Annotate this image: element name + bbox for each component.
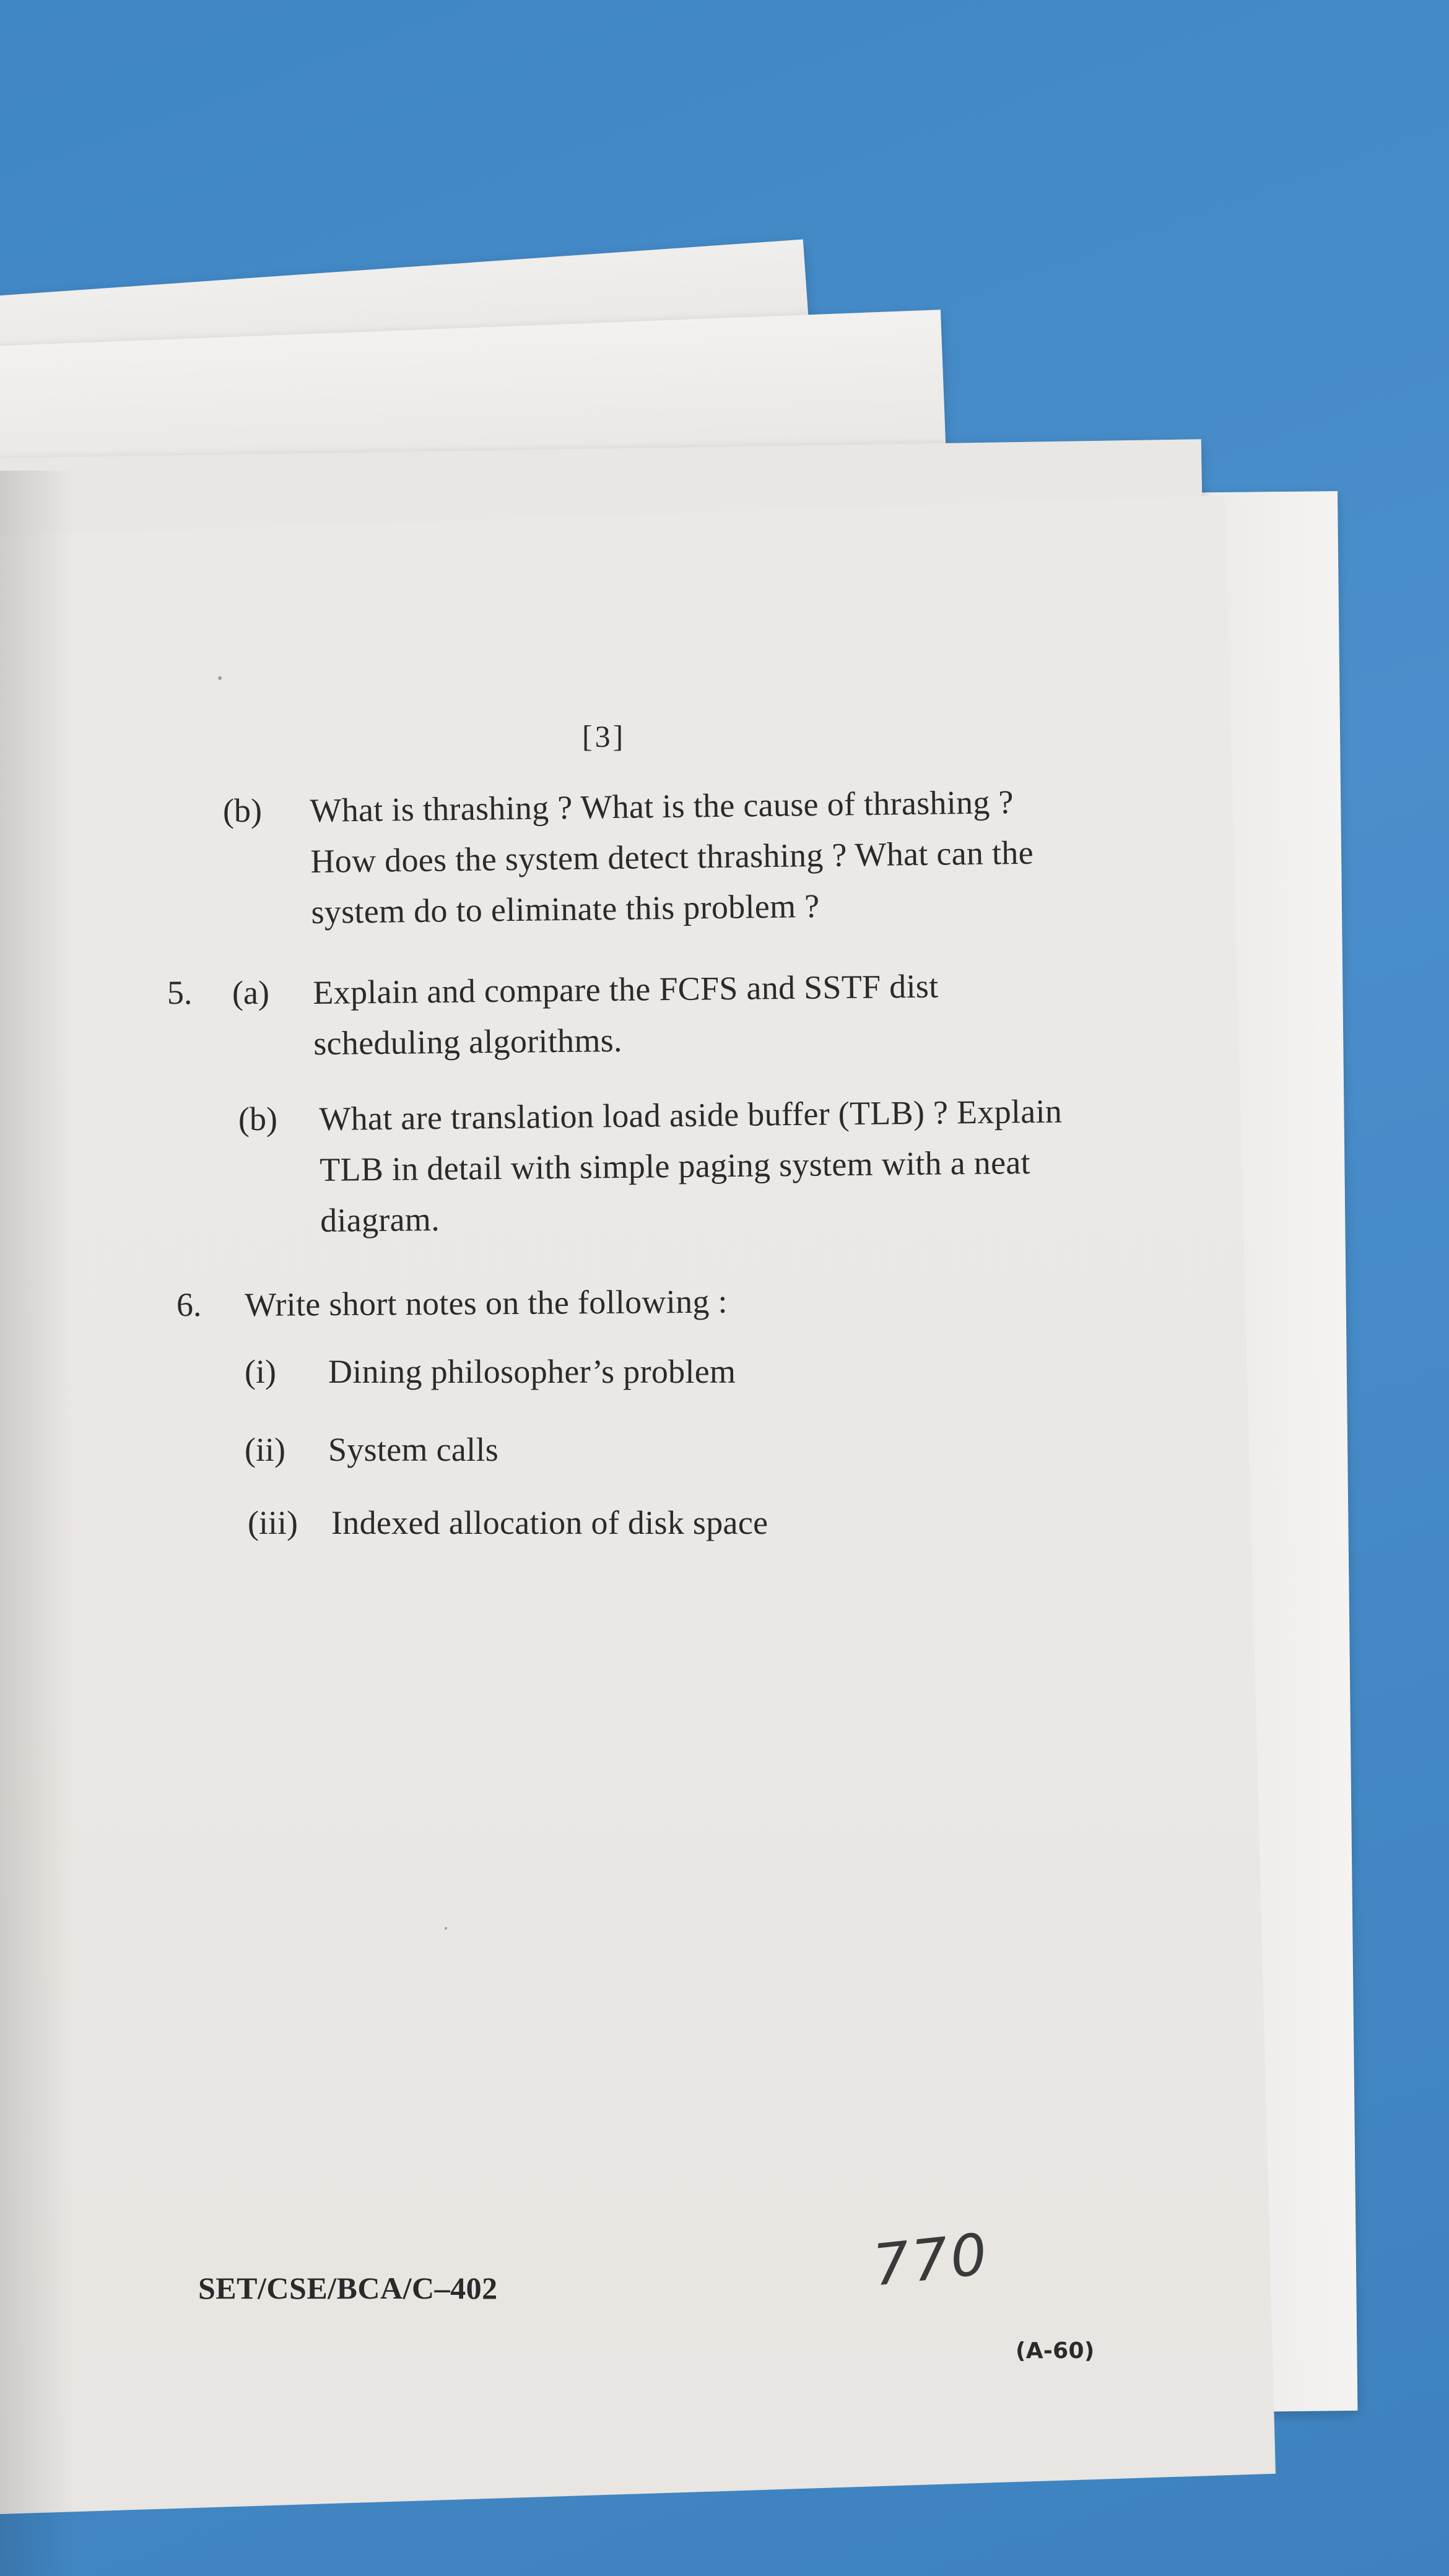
question-5a-label: (a) (232, 974, 269, 1011)
question-5b-label: (b) (238, 1100, 277, 1138)
paper-code: SET/CSE/BCA/C–402 (198, 2271, 498, 2305)
question-6-item-text: Indexed allocation of disk space (331, 1504, 768, 1541)
page-number: [3] (582, 719, 626, 754)
question-4b-label: (b) (223, 792, 262, 829)
question-6-text: Write short notes on the following : (245, 1282, 728, 1323)
batch-code: (A-60) (1016, 2338, 1095, 2364)
question-6-item-text: Dining philosopher’s problem (328, 1353, 736, 1390)
question-5a-text: Explain and compare the FCFS and SSTF dist scheduling algorithms. (313, 967, 939, 1062)
question-6-item-text: System calls (328, 1431, 499, 1468)
question-6-item-label: (iii) (248, 1504, 298, 1541)
question-6-number: 6. (176, 1286, 202, 1323)
question-5-number: 5. (167, 974, 193, 1011)
handwritten-number: 770 (869, 2221, 993, 2299)
question-6-item-label: (ii) (245, 1431, 285, 1468)
question-6-item-label: (i) (245, 1353, 276, 1390)
question-4b-text: What is thrashing ? What is the cause of thrashing ? How does the system detect thrashing ? What can the system do to eliminate this problem ? (310, 783, 1034, 931)
question-5b-text: What are translation load aside buffer (TLB) ? Explain TLB in detail with simple paging system with a neat diagram. (319, 1092, 1063, 1239)
